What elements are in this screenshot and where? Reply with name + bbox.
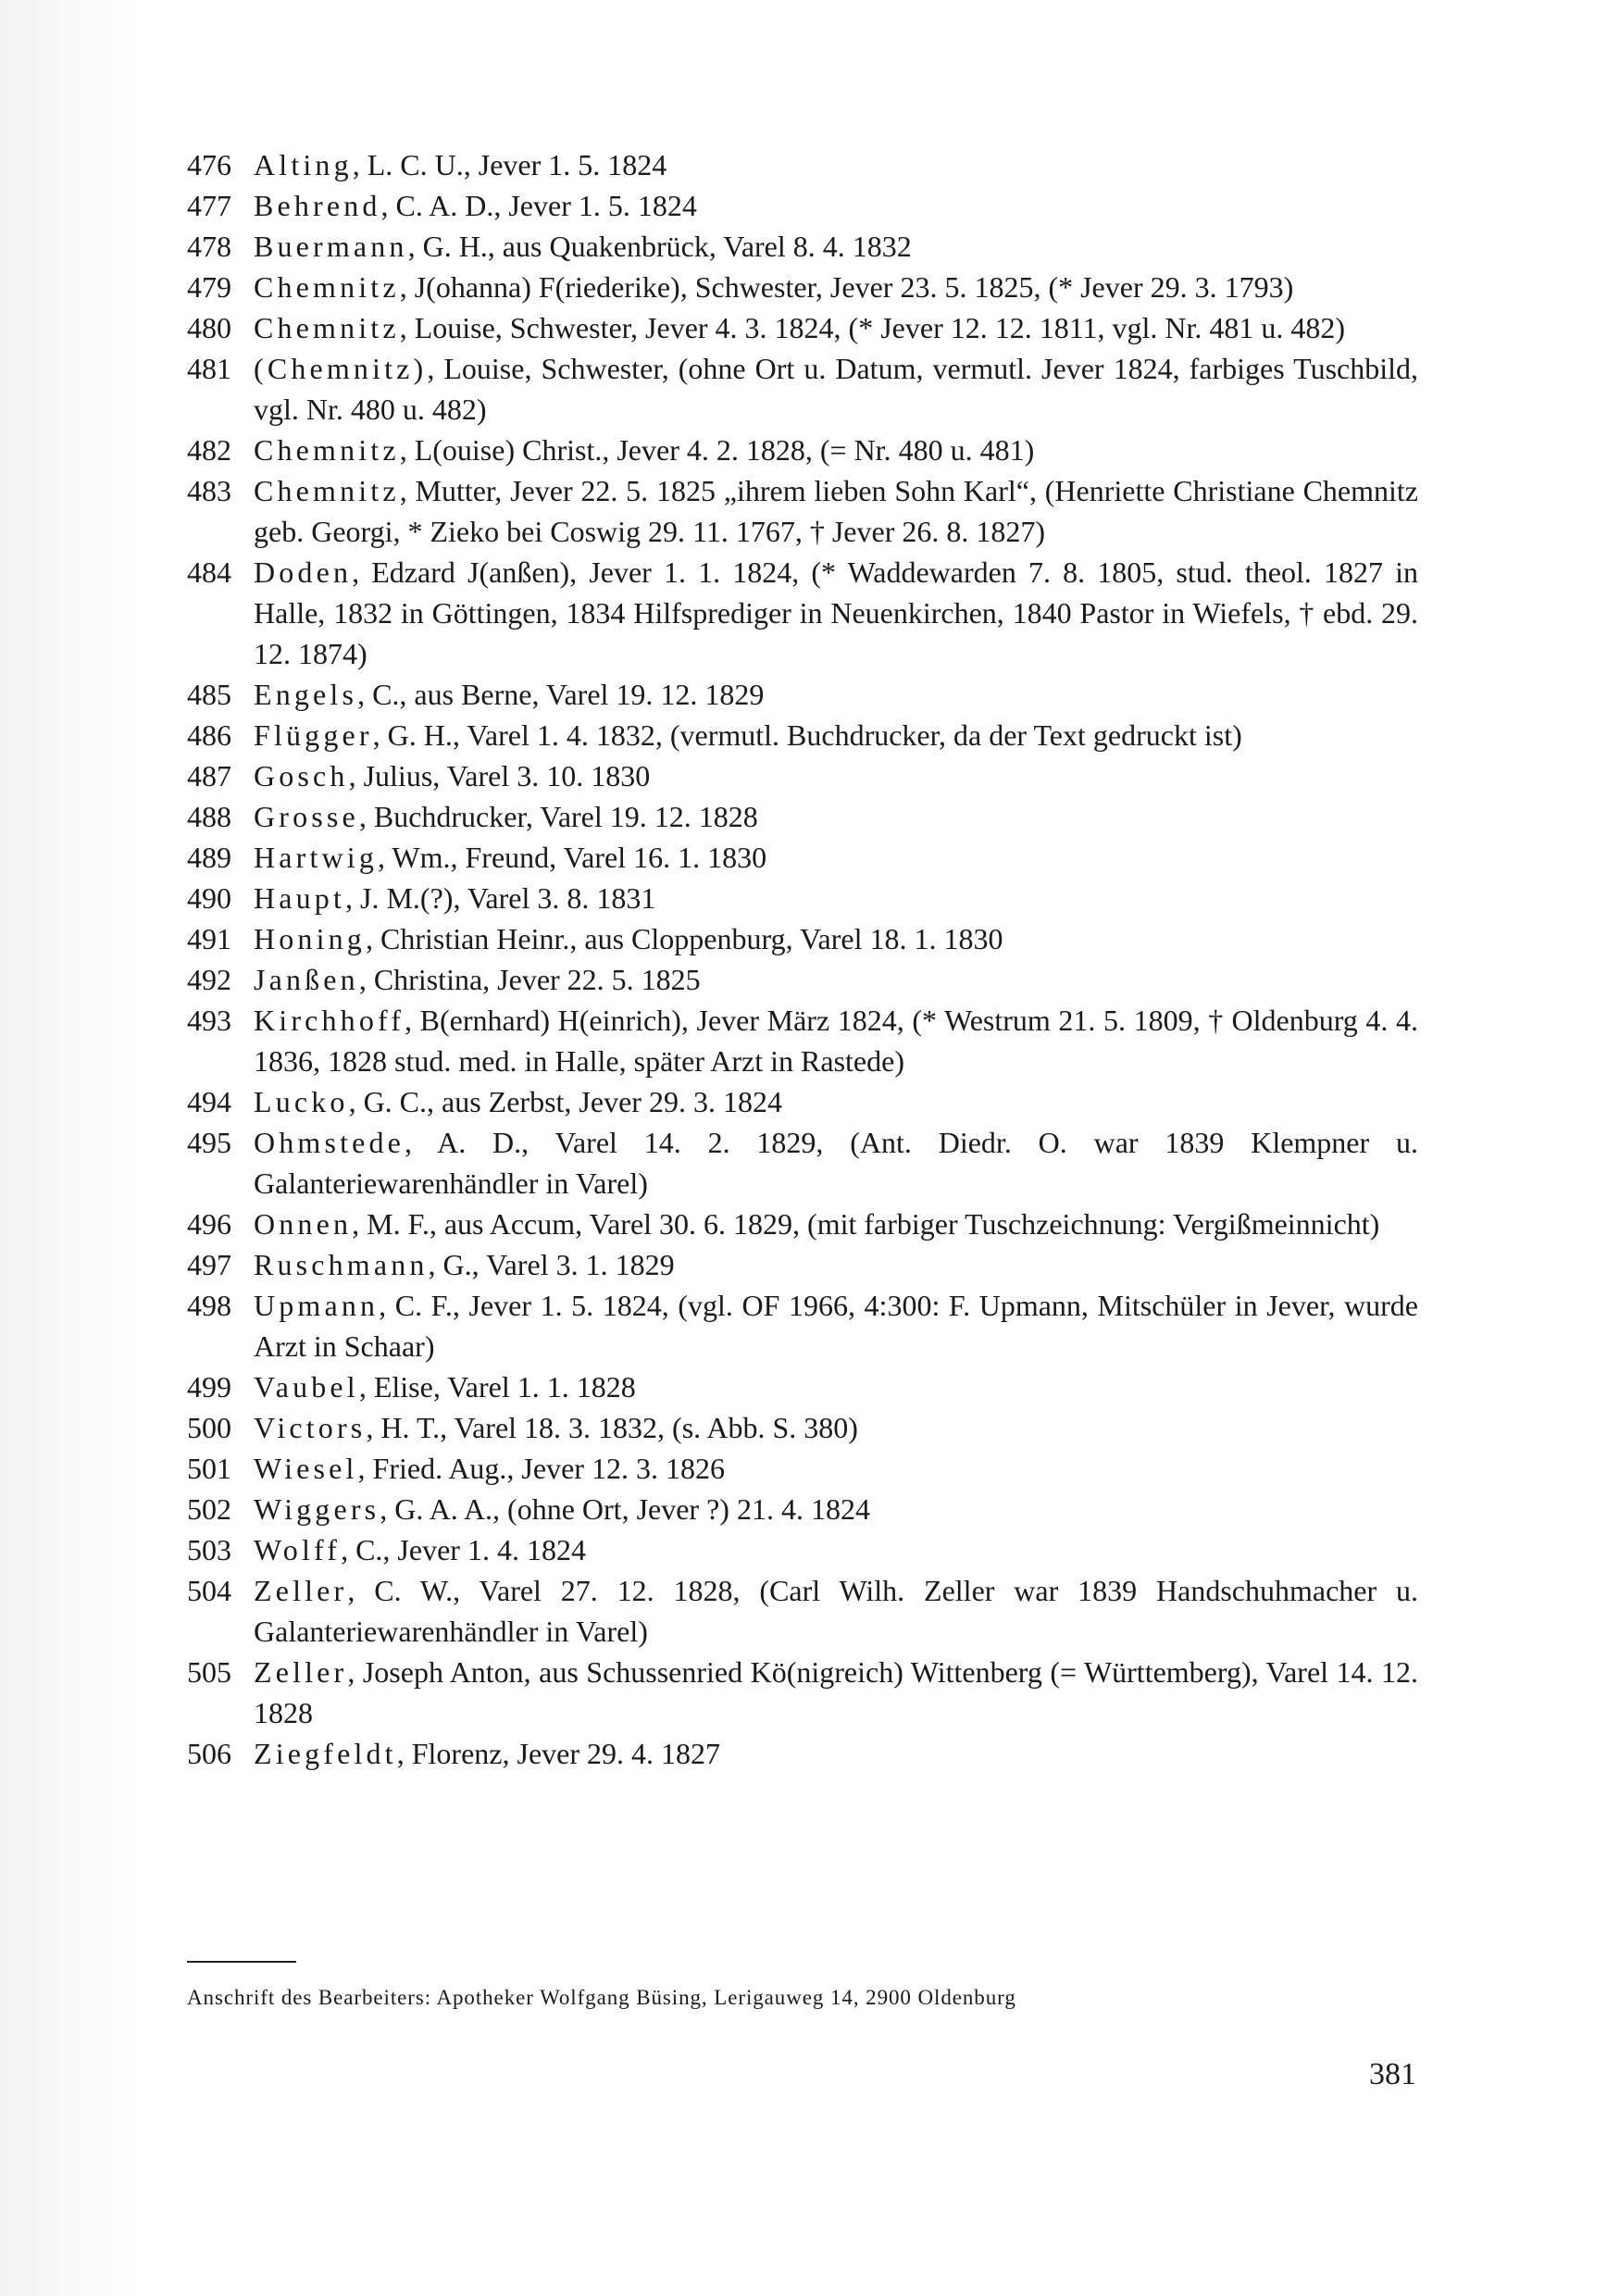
entry-name: Hartwig (254, 841, 378, 874)
entry-number: 501 (187, 1452, 231, 1485)
entry-number: 496 (187, 1207, 231, 1241)
entry-name: Doden (254, 555, 353, 589)
entry-number: 485 (187, 678, 231, 711)
entry-details: , Elise, Varel 1. 1. 1828 (358, 1370, 636, 1404)
entry-body (254, 1000, 1418, 1081)
entry-number: 503 (187, 1533, 231, 1566)
entry-name: Honing (254, 922, 366, 955)
entry-number: 479 (187, 270, 231, 304)
entry-name: (Chemnitz) (254, 352, 428, 385)
entry-body (254, 1122, 1418, 1204)
entry-name: Ziegfeldt (254, 1737, 397, 1770)
entry-row (187, 1000, 1418, 1081)
entry-number: 477 (187, 189, 231, 222)
entry-name: Haupt (254, 881, 346, 915)
entry-details: , Fried. Aug., Jever 12. 3. 1826 (357, 1452, 725, 1485)
entry-body (254, 1204, 1418, 1244)
entry-name: Buermann (254, 230, 408, 263)
entry-number: 499 (187, 1370, 231, 1404)
entry-name: Flügger (254, 718, 373, 752)
entry-details: , G. H., aus Quakenbrück, Varel 8. 4. 1832 (407, 230, 912, 263)
entry-row (187, 226, 1418, 267)
page-number: 381 (1369, 2057, 1416, 2091)
entry-name: Kirchhoff (254, 1004, 405, 1037)
entry-row (187, 348, 1418, 430)
entry-details: , M. F., aus Accum, Varel 30. 6. 1829, (mit farbiger Tuschzeichnung: Vergißmeinnicht) (352, 1207, 1380, 1241)
entry-body (254, 918, 1418, 959)
entry-body (254, 144, 1418, 185)
entry-details: , Florenz, Jever 29. 4. 1827 (396, 1737, 720, 1770)
entry-details: , Buchdrucker, Varel 19. 12. 1828 (358, 800, 758, 833)
footnote-divider (187, 1961, 296, 1963)
entry-body (254, 430, 1418, 470)
entry-body (254, 1570, 1418, 1652)
entry-row (187, 470, 1418, 552)
entry-number: 494 (187, 1085, 231, 1118)
entry-row (187, 1529, 1418, 1570)
entry-number: 487 (187, 759, 231, 792)
entry-name: Vaubel (254, 1370, 359, 1404)
entry-name: Zeller (254, 1574, 348, 1607)
entry-name: Gosch (254, 759, 349, 792)
entry-name: Upmann (254, 1289, 380, 1322)
entry-number: 500 (187, 1411, 231, 1444)
entry-row (187, 1652, 1418, 1733)
entry-row (187, 267, 1418, 307)
entry-body (254, 878, 1418, 918)
entry-number: 497 (187, 1248, 231, 1281)
entry-row (187, 1366, 1418, 1407)
entry-name: Chemnitz (254, 433, 400, 467)
entry-number: 491 (187, 922, 231, 955)
entry-name: Wiggers (254, 1492, 380, 1526)
entry-body (254, 1366, 1418, 1407)
entry-body (254, 1489, 1418, 1529)
entry-number: 486 (187, 718, 231, 752)
entry-row (187, 144, 1418, 185)
page-edge-shadow (0, 0, 139, 2296)
entry-details: , H. T., Varel 18. 3. 1832, (s. Abb. S. 380) (366, 1411, 858, 1444)
entry-number: 505 (187, 1655, 231, 1689)
entry-body (254, 226, 1418, 267)
entry-row (187, 1244, 1418, 1285)
entry-name: Onnen (254, 1207, 353, 1241)
entry-details: , J. M.(?), Varel 3. 8. 1831 (345, 881, 656, 915)
entry-details: , B(ernhard) H(einrich), Jever März 1824, (* Westrum 21. 5. 1809, † Oldenburg 4. 4. 1836, 1828 stud. med. in Halle, später Arzt in Rastede) (254, 1004, 1418, 1078)
entry-body (254, 674, 1418, 715)
entry-row (187, 307, 1418, 348)
entry-number: 482 (187, 433, 231, 467)
entry-body (254, 1733, 1418, 1774)
entry-details: , Joseph Anton, aus Schussenried Kö(nigreich) Wittenberg (= Württemberg), Varel 14. 12. 1828 (254, 1655, 1418, 1729)
entry-number: 492 (187, 963, 231, 996)
entry-body (254, 959, 1418, 1000)
entry-details: , C., aus Berne, Varel 19. 12. 1829 (357, 678, 765, 711)
entry-row (187, 715, 1418, 755)
entry-row (187, 1204, 1418, 1244)
entry-details: , G. H., Varel 1. 4. 1832, (vermutl. Buchdrucker, da der Text gedruckt ist) (372, 718, 1242, 752)
entry-body (254, 715, 1418, 755)
entry-row (187, 1489, 1418, 1529)
entry-name: Alting (254, 148, 353, 181)
entry-details: , C. F., Jever 1. 5. 1824, (vgl. OF 1966, 4:300: F. Upmann, Mitschüler in Jever, wurde Arzt in Schaar) (254, 1289, 1418, 1363)
entry-row (187, 796, 1418, 837)
entry-body (254, 755, 1418, 796)
entry-row (187, 1081, 1418, 1122)
entry-body (254, 267, 1418, 307)
entry-row (187, 1448, 1418, 1489)
entry-details: , A. D., Varel 14. 2. 1829, (Ant. Diedr. O. war 1839 Klempner u. Galanteriewarenhändler in Varel) (254, 1126, 1418, 1200)
entry-body (254, 1285, 1418, 1366)
entry-number: 478 (187, 230, 231, 263)
entry-number: 495 (187, 1126, 231, 1159)
entry-row (187, 959, 1418, 1000)
entry-name: Behrend (254, 189, 381, 222)
entry-details: , Edzard J(anßen), Jever 1. 1. 1824, (* Waddewarden 7. 8. 1805, stud. theol. 1827 in Halle, 1832 in Göttingen, 1834 Hilfsprediger in Neuenkirchen, 1840 Pastor in Wiefels, † ebd. 29. 12. 1874) (254, 555, 1418, 670)
entry-details: , C., Jever 1. 4. 1824 (341, 1533, 586, 1566)
entry-number: 483 (187, 474, 231, 507)
entry-row (187, 837, 1418, 878)
entry-details: , G. A. A., (ohne Ort, Jever ?) 21. 4. 1824 (380, 1492, 870, 1526)
entry-details: , L. C. U., Jever 1. 5. 1824 (352, 148, 667, 181)
entry-details: , L(ouise) Christ., Jever 4. 2. 1828, (= Nr. 480 u. 481) (399, 433, 1035, 467)
entry-body (254, 1652, 1418, 1733)
footnote: Anschrift des Bearbeiters: Apotheker Wolfgang Büsing, Lerigauweg 14, 2900 Oldenburg (187, 1986, 1016, 2009)
entry-name: Chemnitz (254, 311, 400, 344)
entry-row (187, 1122, 1418, 1204)
entry-body (254, 837, 1418, 878)
entry-name: Wolff (254, 1533, 342, 1566)
entry-row (187, 1407, 1418, 1448)
entry-number: 506 (187, 1737, 231, 1770)
entry-details: , Louise, Schwester, (ohne Ort u. Datum, vermutl. Jever 1824, farbiges Tuschbild, vgl. Nr. 480 u. 482) (254, 352, 1418, 426)
entry-name: Victors (254, 1411, 367, 1444)
entry-number: 480 (187, 311, 231, 344)
entry-number: 488 (187, 800, 231, 833)
entry-body (254, 1529, 1418, 1570)
entry-body (254, 1244, 1418, 1285)
entry-body (254, 796, 1418, 837)
entry-number: 504 (187, 1574, 231, 1607)
entry-body (254, 307, 1418, 348)
entry-row (187, 674, 1418, 715)
entry-number: 484 (187, 555, 231, 589)
entry-row (187, 185, 1418, 226)
entry-number: 476 (187, 148, 231, 181)
entry-name: Janßen (254, 963, 359, 996)
entry-number: 481 (187, 352, 231, 385)
entry-name: Lucko (254, 1085, 349, 1118)
entry-name: Wiesel (254, 1452, 358, 1485)
entry-row (187, 1733, 1418, 1774)
entry-row (187, 755, 1418, 796)
entry-body (254, 185, 1418, 226)
entry-details: , G., Varel 3. 1. 1829 (428, 1248, 675, 1281)
entry-body (254, 1081, 1418, 1122)
entry-details: , Christian Heinr., aus Cloppenburg, Varel 18. 1. 1830 (365, 922, 1003, 955)
entry-body (254, 1448, 1418, 1489)
entry-details: , J(ohanna) F(riederike), Schwester, Jever 23. 5. 1825, (* Jever 29. 3. 1793) (399, 270, 1294, 304)
entry-name: Zeller (254, 1655, 348, 1689)
entry-name: Chemnitz (254, 474, 400, 507)
entry-details: , Julius, Varel 3. 10. 1830 (348, 759, 651, 792)
entry-row (187, 1285, 1418, 1366)
entry-details: , C. A. D., Jever 1. 5. 1824 (380, 189, 697, 222)
entry-name: Chemnitz (254, 270, 400, 304)
entry-name: Engels (254, 678, 358, 711)
entry-body (254, 1407, 1418, 1448)
entry-number: 489 (187, 841, 231, 874)
entry-details: , Mutter, Jever 22. 5. 1825 „ihrem lieben Sohn Karl“, (Henriette Christiane Chemnitz geb. Georgi, * Zieko bei Coswig 29. 11. 1767, † Jever 26. 8. 1827) (254, 474, 1418, 548)
entry-details: , C. W., Varel 27. 12. 1828, (Carl Wilh. Zeller war 1839 Handschuhmacher u. Galanteriewarenhändler in Varel) (254, 1574, 1418, 1648)
entry-name: Grosse (254, 800, 359, 833)
entry-row (187, 918, 1418, 959)
entry-details: , Louise, Schwester, Jever 4. 3. 1824, (* Jever 12. 12. 1811, vgl. Nr. 481 u. 482) (399, 311, 1346, 344)
entry-details: , Wm., Freund, Varel 16. 1. 1830 (377, 841, 767, 874)
entry-body (254, 348, 1418, 430)
entry-name: Ohmstede (254, 1126, 405, 1159)
entry-details: , G. C., aus Zerbst, Jever 29. 3. 1824 (348, 1085, 782, 1118)
entry-row (187, 1570, 1418, 1652)
entry-body (254, 470, 1418, 552)
entry-number: 490 (187, 881, 231, 915)
entry-details: , Christina, Jever 22. 5. 1825 (358, 963, 701, 996)
entry-name: Ruschmann (254, 1248, 429, 1281)
entry-row (187, 552, 1418, 674)
entry-number: 498 (187, 1289, 231, 1322)
entry-number: 493 (187, 1004, 231, 1037)
entry-row (187, 430, 1418, 470)
entry-body (254, 552, 1418, 674)
entry-list (187, 144, 1418, 1774)
entry-number: 502 (187, 1492, 231, 1526)
entry-row (187, 878, 1418, 918)
